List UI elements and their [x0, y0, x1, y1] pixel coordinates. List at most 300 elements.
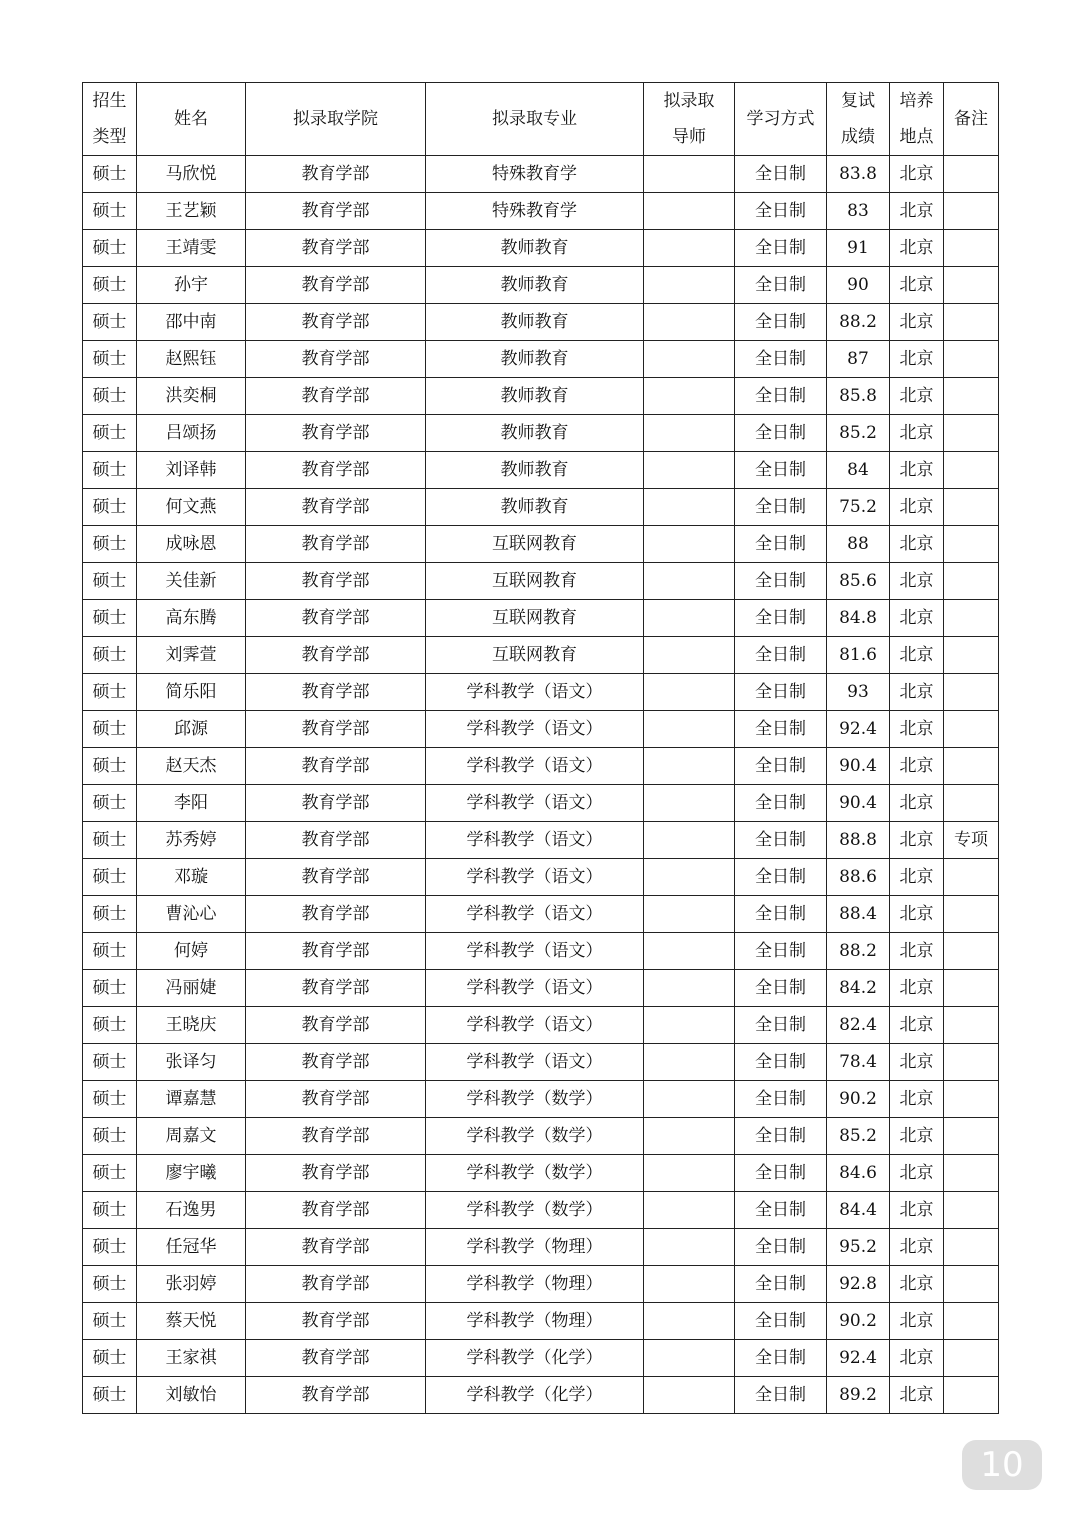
cell-study-mode: 全日制 [735, 1229, 827, 1266]
cell-study-mode: 全日制 [735, 1266, 827, 1303]
table-row [83, 193, 999, 230]
cell-score: 87 [827, 341, 890, 378]
header-type-line: 招生 [92, 91, 127, 111]
cell-type: 硕士 [83, 452, 137, 489]
cell-location: 北京 [890, 1340, 944, 1377]
cell-advisor [644, 193, 735, 230]
cell-major: 教师教育 [426, 341, 644, 378]
cell-study-mode: 全日制 [735, 267, 827, 304]
table-row [83, 600, 999, 637]
cell-remark [944, 1007, 999, 1044]
cell-name: 苏秀婷 [137, 822, 246, 859]
cell-score: 83.8 [827, 156, 890, 193]
cell-major: 学科教学（化学） [426, 1340, 644, 1377]
cell-name: 王晓庆 [137, 1007, 246, 1044]
cell-college: 教育学部 [246, 711, 426, 748]
cell-remark [944, 378, 999, 415]
cell-name: 王艺颖 [137, 193, 246, 230]
cell-location: 北京 [890, 1081, 944, 1118]
cell-remark [944, 637, 999, 674]
cell-name: 赵熙钰 [137, 341, 246, 378]
cell-advisor [644, 341, 735, 378]
cell-study-mode: 全日制 [735, 1007, 827, 1044]
cell-remark [944, 1229, 999, 1266]
cell-advisor [644, 933, 735, 970]
cell-study-mode: 全日制 [735, 1303, 827, 1340]
cell-college: 教育学部 [246, 341, 426, 378]
cell-study-mode: 全日制 [735, 637, 827, 674]
cell-remark [944, 526, 999, 563]
cell-name: 冯丽婕 [137, 970, 246, 1007]
cell-type: 硕士 [83, 563, 137, 600]
cell-advisor [644, 896, 735, 933]
cell-name: 王家祺 [137, 1340, 246, 1377]
cell-score: 90.4 [827, 748, 890, 785]
cell-name: 周嘉文 [137, 1118, 246, 1155]
cell-major: 学科教学（物理） [426, 1229, 644, 1266]
cell-study-mode: 全日制 [735, 711, 827, 748]
cell-location: 北京 [890, 193, 944, 230]
header-remark-line: 备注 [954, 109, 988, 129]
cell-score: 84.4 [827, 1192, 890, 1229]
cell-remark [944, 563, 999, 600]
cell-score: 90.2 [827, 1081, 890, 1118]
cell-score: 88.8 [827, 822, 890, 859]
header-major-line: 拟录取专业 [492, 109, 577, 129]
cell-major: 学科教学（语文） [426, 970, 644, 1007]
cell-college: 教育学部 [246, 1303, 426, 1340]
cell-type: 硕士 [83, 1044, 137, 1081]
cell-name: 洪奕桐 [137, 378, 246, 415]
table-row [83, 637, 999, 674]
header-study-mode [735, 83, 827, 156]
cell-study-mode: 全日制 [735, 415, 827, 452]
cell-location: 北京 [890, 637, 944, 674]
cell-score: 84.6 [827, 1155, 890, 1192]
cell-major: 学科教学（数学） [426, 1081, 644, 1118]
cell-location: 北京 [890, 1229, 944, 1266]
cell-type: 硕士 [83, 193, 137, 230]
table-row [83, 452, 999, 489]
cell-location: 北京 [890, 378, 944, 415]
cell-college: 教育学部 [246, 156, 426, 193]
cell-type: 硕士 [83, 600, 137, 637]
cell-major: 学科教学（数学） [426, 1155, 644, 1192]
cell-score: 89.2 [827, 1377, 890, 1414]
cell-score: 88.4 [827, 896, 890, 933]
cell-remark [944, 1192, 999, 1229]
cell-score: 78.4 [827, 1044, 890, 1081]
cell-advisor [644, 1081, 735, 1118]
table-row [83, 378, 999, 415]
cell-remark: 专项 [944, 822, 999, 859]
cell-name: 何文燕 [137, 489, 246, 526]
cell-type: 硕士 [83, 230, 137, 267]
cell-name: 关佳新 [137, 563, 246, 600]
table-row [83, 970, 999, 1007]
header-major [426, 83, 644, 156]
cell-advisor [644, 304, 735, 341]
table-row [83, 267, 999, 304]
cell-location: 北京 [890, 970, 944, 1007]
table-header-row [83, 83, 999, 156]
cell-remark [944, 341, 999, 378]
cell-name: 廖宇曦 [137, 1155, 246, 1192]
cell-location: 北京 [890, 156, 944, 193]
cell-remark [944, 452, 999, 489]
cell-score: 81.6 [827, 637, 890, 674]
cell-major: 特殊教育学 [426, 156, 644, 193]
cell-study-mode: 全日制 [735, 230, 827, 267]
cell-type: 硕士 [83, 822, 137, 859]
cell-study-mode: 全日制 [735, 933, 827, 970]
cell-study-mode: 全日制 [735, 1155, 827, 1192]
table-row [83, 1192, 999, 1229]
cell-remark [944, 1155, 999, 1192]
cell-major: 学科教学（语文） [426, 822, 644, 859]
cell-college: 教育学部 [246, 674, 426, 711]
table-row [83, 785, 999, 822]
cell-location: 北京 [890, 822, 944, 859]
cell-study-mode: 全日制 [735, 489, 827, 526]
cell-study-mode: 全日制 [735, 896, 827, 933]
cell-type: 硕士 [83, 1192, 137, 1229]
header-score-line: 成绩 [841, 127, 875, 147]
cell-college: 教育学部 [246, 378, 426, 415]
cell-study-mode: 全日制 [735, 452, 827, 489]
cell-type: 硕士 [83, 859, 137, 896]
cell-remark [944, 193, 999, 230]
cell-type: 硕士 [83, 489, 137, 526]
cell-score: 90 [827, 267, 890, 304]
cell-location: 北京 [890, 1007, 944, 1044]
cell-score: 88.2 [827, 304, 890, 341]
cell-major: 学科教学（语文） [426, 748, 644, 785]
cell-location: 北京 [890, 600, 944, 637]
cell-advisor [644, 452, 735, 489]
header-type-line: 类型 [92, 127, 127, 147]
cell-name: 刘霁萱 [137, 637, 246, 674]
cell-college: 教育学部 [246, 859, 426, 896]
cell-advisor [644, 600, 735, 637]
cell-college: 教育学部 [246, 193, 426, 230]
cell-college: 教育学部 [246, 748, 426, 785]
cell-study-mode: 全日制 [735, 674, 827, 711]
cell-study-mode: 全日制 [735, 785, 827, 822]
cell-advisor [644, 1266, 735, 1303]
cell-type: 硕士 [83, 896, 137, 933]
cell-major: 学科教学（物理） [426, 1266, 644, 1303]
cell-college: 教育学部 [246, 489, 426, 526]
header-advisor-line: 拟录取 [663, 91, 715, 111]
cell-name: 王靖雯 [137, 230, 246, 267]
header-score-line: 复试 [841, 91, 875, 111]
page-number-badge: 10 [962, 1440, 1042, 1490]
cell-name: 刘译韩 [137, 452, 246, 489]
cell-remark [944, 230, 999, 267]
table-row [83, 933, 999, 970]
cell-remark [944, 156, 999, 193]
cell-college: 教育学部 [246, 970, 426, 1007]
cell-college: 教育学部 [246, 304, 426, 341]
cell-type: 硕士 [83, 785, 137, 822]
cell-study-mode: 全日制 [735, 822, 827, 859]
cell-college: 教育学部 [246, 415, 426, 452]
table-row [83, 489, 999, 526]
table-row [83, 304, 999, 341]
table-row [83, 156, 999, 193]
header-college [246, 83, 426, 156]
cell-score: 84.2 [827, 970, 890, 1007]
cell-college: 教育学部 [246, 1155, 426, 1192]
cell-name: 马欣悦 [137, 156, 246, 193]
cell-advisor [644, 822, 735, 859]
table-row [83, 341, 999, 378]
cell-remark [944, 1044, 999, 1081]
cell-major: 特殊教育学 [426, 193, 644, 230]
cell-major: 教师教育 [426, 304, 644, 341]
table-row [83, 859, 999, 896]
cell-type: 硕士 [83, 267, 137, 304]
cell-advisor [644, 785, 735, 822]
table-row [83, 711, 999, 748]
cell-college: 教育学部 [246, 600, 426, 637]
cell-remark [944, 1266, 999, 1303]
cell-score: 92.8 [827, 1266, 890, 1303]
cell-remark [944, 970, 999, 1007]
cell-type: 硕士 [83, 1377, 137, 1414]
cell-score: 88 [827, 526, 890, 563]
cell-remark [944, 1303, 999, 1340]
cell-location: 北京 [890, 563, 944, 600]
cell-location: 北京 [890, 1192, 944, 1229]
cell-major: 教师教育 [426, 452, 644, 489]
cell-score: 92.4 [827, 711, 890, 748]
table-row [83, 1377, 999, 1414]
cell-name: 李阳 [137, 785, 246, 822]
cell-score: 85.2 [827, 415, 890, 452]
header-advisor-line: 导师 [672, 127, 706, 147]
header-type [83, 83, 137, 156]
cell-name: 成咏恩 [137, 526, 246, 563]
cell-name: 石逸男 [137, 1192, 246, 1229]
cell-name: 孙宇 [137, 267, 246, 304]
cell-name: 邓璇 [137, 859, 246, 896]
cell-major: 教师教育 [426, 415, 644, 452]
cell-study-mode: 全日制 [735, 156, 827, 193]
header-name-line: 姓名 [174, 109, 208, 129]
cell-study-mode: 全日制 [735, 970, 827, 1007]
cell-major: 学科教学（数学） [426, 1192, 644, 1229]
cell-location: 北京 [890, 748, 944, 785]
cell-score: 85.6 [827, 563, 890, 600]
table-row [83, 1266, 999, 1303]
cell-score: 90.4 [827, 785, 890, 822]
cell-score: 88.6 [827, 859, 890, 896]
cell-name: 邵中南 [137, 304, 246, 341]
cell-major: 教师教育 [426, 230, 644, 267]
cell-college: 教育学部 [246, 563, 426, 600]
cell-type: 硕士 [83, 526, 137, 563]
cell-major: 互联网教育 [426, 563, 644, 600]
cell-location: 北京 [890, 526, 944, 563]
cell-remark [944, 748, 999, 785]
cell-advisor [644, 563, 735, 600]
cell-college: 教育学部 [246, 822, 426, 859]
cell-study-mode: 全日制 [735, 748, 827, 785]
cell-score: 91 [827, 230, 890, 267]
table-row [83, 1081, 999, 1118]
cell-location: 北京 [890, 267, 944, 304]
cell-college: 教育学部 [246, 1044, 426, 1081]
cell-location: 北京 [890, 896, 944, 933]
cell-study-mode: 全日制 [735, 563, 827, 600]
cell-remark [944, 1118, 999, 1155]
cell-name: 刘敏怡 [137, 1377, 246, 1414]
cell-name: 赵天杰 [137, 748, 246, 785]
table-row [83, 1229, 999, 1266]
cell-study-mode: 全日制 [735, 1340, 827, 1377]
cell-advisor [644, 859, 735, 896]
cell-major: 学科教学（语文） [426, 785, 644, 822]
cell-name: 任冠华 [137, 1229, 246, 1266]
cell-location: 北京 [890, 1377, 944, 1414]
cell-advisor [644, 1229, 735, 1266]
cell-study-mode: 全日制 [735, 1192, 827, 1229]
cell-location: 北京 [890, 785, 944, 822]
cell-score: 95.2 [827, 1229, 890, 1266]
cell-college: 教育学部 [246, 1007, 426, 1044]
cell-name: 简乐阳 [137, 674, 246, 711]
cell-advisor [644, 748, 735, 785]
cell-type: 硕士 [83, 341, 137, 378]
table-row [83, 1303, 999, 1340]
cell-advisor [644, 1155, 735, 1192]
cell-location: 北京 [890, 341, 944, 378]
header-location-line: 地点 [899, 127, 934, 147]
cell-type: 硕士 [83, 674, 137, 711]
cell-type: 硕士 [83, 156, 137, 193]
cell-score: 85.2 [827, 1118, 890, 1155]
cell-advisor [644, 415, 735, 452]
cell-location: 北京 [890, 1044, 944, 1081]
table-row [83, 748, 999, 785]
cell-score: 85.8 [827, 378, 890, 415]
cell-advisor [644, 1118, 735, 1155]
cell-college: 教育学部 [246, 785, 426, 822]
table-row [83, 415, 999, 452]
cell-advisor [644, 1303, 735, 1340]
cell-type: 硕士 [83, 304, 137, 341]
header-location-line: 培养 [899, 91, 934, 111]
cell-type: 硕士 [83, 637, 137, 674]
cell-study-mode: 全日制 [735, 1044, 827, 1081]
cell-remark [944, 859, 999, 896]
cell-advisor [644, 711, 735, 748]
table-body [83, 156, 999, 1414]
cell-location: 北京 [890, 304, 944, 341]
header-remark [944, 83, 999, 156]
cell-advisor [644, 1192, 735, 1229]
cell-advisor [644, 637, 735, 674]
cell-major: 学科教学（语文） [426, 1044, 644, 1081]
cell-location: 北京 [890, 859, 944, 896]
cell-score: 88.2 [827, 933, 890, 970]
cell-type: 硕士 [83, 1081, 137, 1118]
header-score [827, 83, 890, 156]
cell-advisor [644, 1044, 735, 1081]
cell-type: 硕士 [83, 1155, 137, 1192]
cell-college: 教育学部 [246, 1192, 426, 1229]
header-location [890, 83, 944, 156]
cell-advisor [644, 526, 735, 563]
admission-table [82, 82, 999, 1414]
cell-type: 硕士 [83, 415, 137, 452]
cell-location: 北京 [890, 452, 944, 489]
cell-study-mode: 全日制 [735, 859, 827, 896]
cell-remark [944, 415, 999, 452]
cell-location: 北京 [890, 1155, 944, 1192]
cell-major: 教师教育 [426, 267, 644, 304]
cell-study-mode: 全日制 [735, 378, 827, 415]
cell-major: 学科教学（语文） [426, 674, 644, 711]
cell-name: 高东腾 [137, 600, 246, 637]
cell-remark [944, 1340, 999, 1377]
cell-remark [944, 711, 999, 748]
cell-advisor [644, 674, 735, 711]
cell-location: 北京 [890, 1118, 944, 1155]
cell-name: 吕颂扬 [137, 415, 246, 452]
cell-type: 硕士 [83, 1007, 137, 1044]
cell-college: 教育学部 [246, 1377, 426, 1414]
table-row [83, 1155, 999, 1192]
cell-study-mode: 全日制 [735, 1081, 827, 1118]
cell-score: 75.2 [827, 489, 890, 526]
table-row [83, 1007, 999, 1044]
cell-location: 北京 [890, 711, 944, 748]
cell-college: 教育学部 [246, 1229, 426, 1266]
cell-study-mode: 全日制 [735, 1118, 827, 1155]
cell-type: 硕士 [83, 748, 137, 785]
table-row [83, 1118, 999, 1155]
cell-remark [944, 1081, 999, 1118]
cell-advisor [644, 1340, 735, 1377]
cell-college: 教育学部 [246, 1266, 426, 1303]
cell-remark [944, 304, 999, 341]
cell-name: 曹沁心 [137, 896, 246, 933]
cell-score: 90.2 [827, 1303, 890, 1340]
cell-score: 93 [827, 674, 890, 711]
cell-name: 蔡天悦 [137, 1303, 246, 1340]
cell-type: 硕士 [83, 1118, 137, 1155]
cell-remark [944, 600, 999, 637]
header-name [137, 83, 246, 156]
cell-remark [944, 674, 999, 711]
cell-college: 教育学部 [246, 1081, 426, 1118]
cell-type: 硕士 [83, 711, 137, 748]
cell-study-mode: 全日制 [735, 600, 827, 637]
cell-location: 北京 [890, 674, 944, 711]
cell-score: 84.8 [827, 600, 890, 637]
cell-type: 硕士 [83, 378, 137, 415]
cell-major: 学科教学（语文） [426, 1007, 644, 1044]
cell-remark [944, 785, 999, 822]
cell-major: 学科教学（语文） [426, 933, 644, 970]
cell-type: 硕士 [83, 1303, 137, 1340]
cell-study-mode: 全日制 [735, 526, 827, 563]
cell-advisor [644, 156, 735, 193]
cell-major: 教师教育 [426, 378, 644, 415]
